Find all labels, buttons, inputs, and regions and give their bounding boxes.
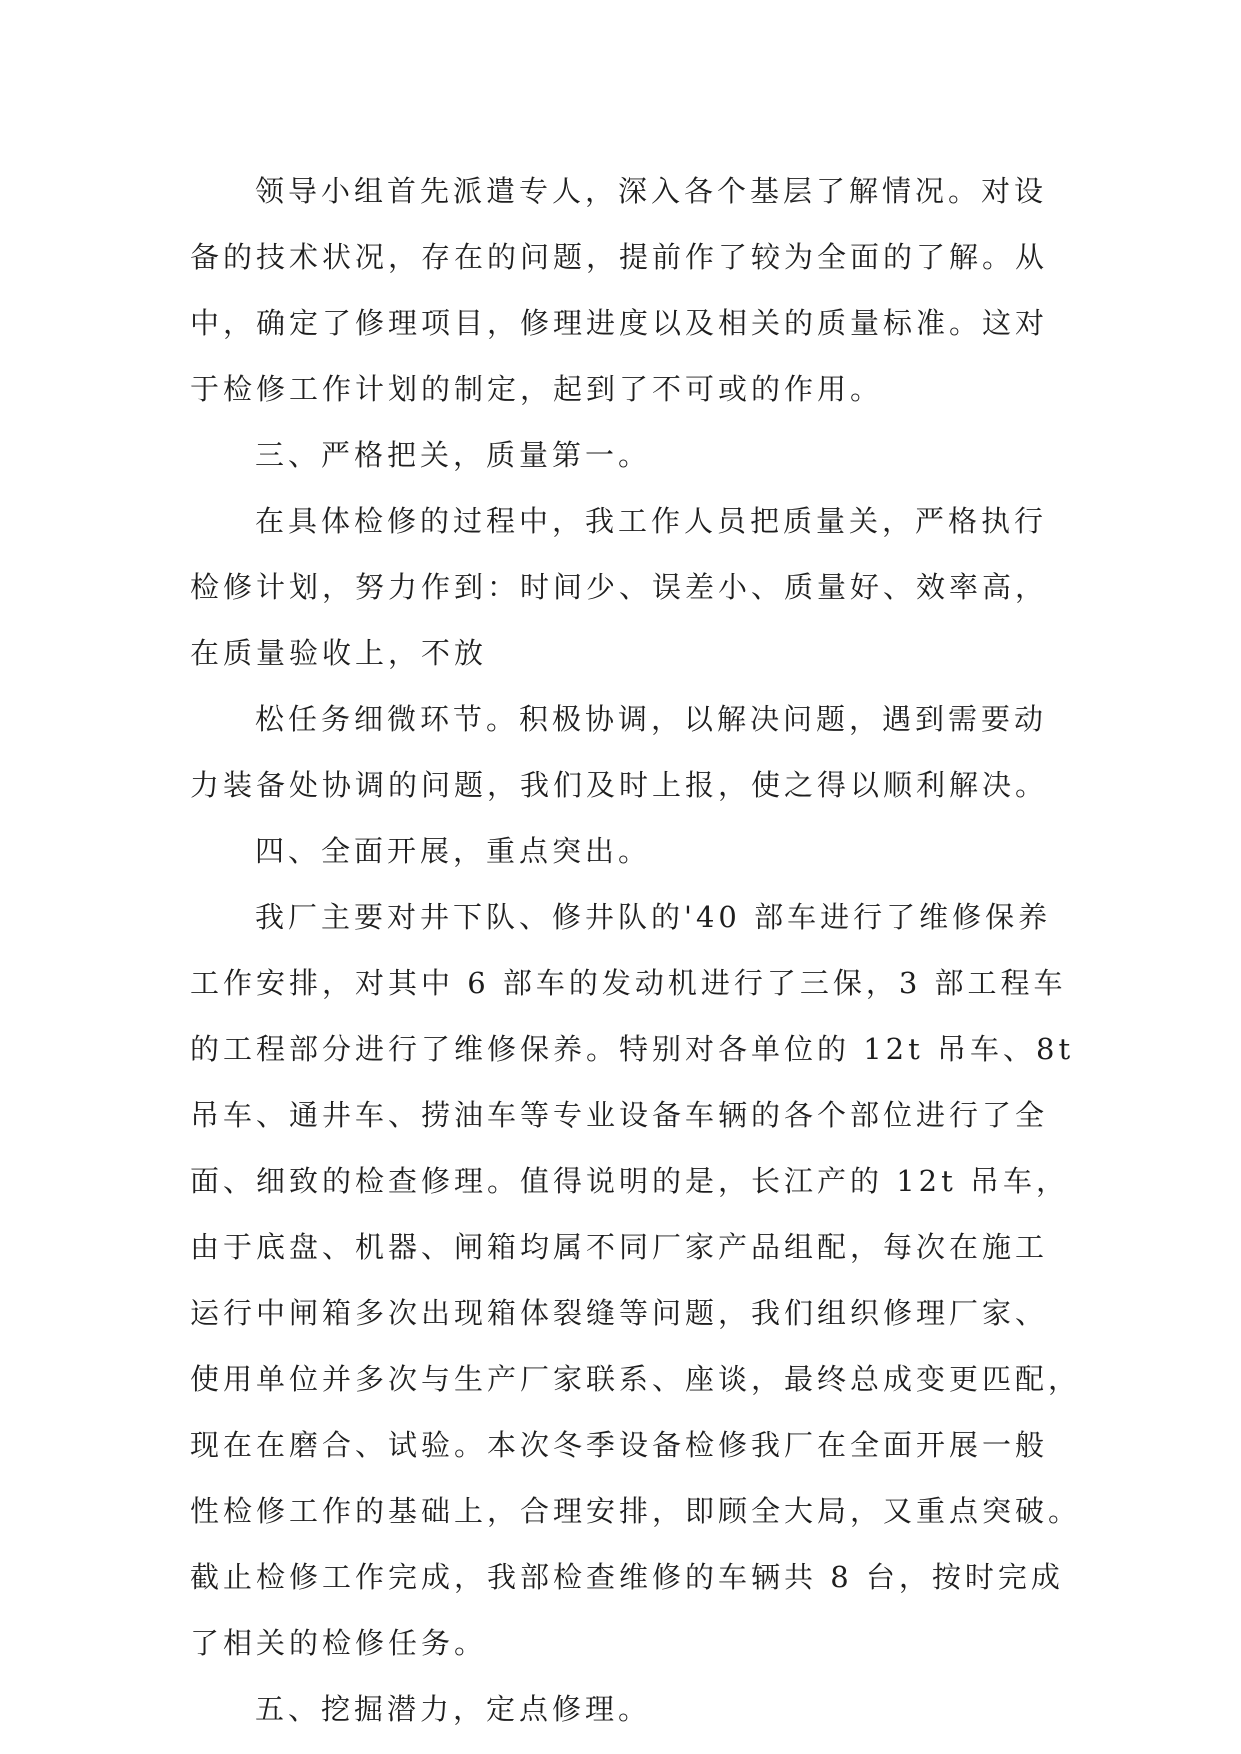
body-line: 于检修工作计划的制定，起到了不可或的作用。 bbox=[190, 372, 884, 406]
body-line: 了相关的检修任务。 bbox=[190, 1626, 488, 1660]
body-line: 吊车、通井车、捞油车等专业设备车辆的各个部位进行了全 bbox=[190, 1098, 1049, 1132]
body-line: 工作安排，对其中 6 部车的发动机进行了三保，3 部工程车 bbox=[190, 966, 1067, 1000]
body-line: 力装备处协调的问题，我们及时上报，使之得以顺利解决。 bbox=[190, 768, 1049, 802]
body-line: 领导小组首先派遣专人，深入各个基层了解情况。对设 bbox=[255, 174, 1048, 208]
body-line: 截止检修工作完成，我部检查维修的车辆共 8 台，按时完成 bbox=[190, 1560, 1064, 1594]
document-body bbox=[190, 158, 1082, 1742]
body-line: 运行中闸箱多次出现箱体裂缝等问题，我们组织修理厂家、 bbox=[190, 1296, 1049, 1330]
body-line: 面、细致的检查修理。值得说明的是，长江产的 12t 吊车， bbox=[190, 1164, 1069, 1198]
body-line: 在质量验收上，不放 bbox=[190, 636, 488, 670]
body-line: 的工程部分进行了维修保养。特别对各单位的 12t 吊车、8t bbox=[190, 1032, 1075, 1066]
section-heading-4: 四、全面开展，重点突出。 bbox=[255, 834, 652, 868]
body-line: 中，确定了修理项目，修理进度以及相关的质量标准。这对 bbox=[190, 306, 1049, 340]
body-line: 性检修工作的基础上，合理安排，即顾全大局，又重点突破。 bbox=[190, 1494, 1082, 1528]
body-line: 使用单位并多次与生产厂家联系、座谈，最终总成变更匹配， bbox=[190, 1362, 1082, 1396]
body-line: 备的技术状况，存在的问题，提前作了较为全面的了解。从 bbox=[190, 240, 1049, 274]
body-line: 现在在磨合、试验。本次冬季设备检修我厂在全面开展一般 bbox=[190, 1428, 1049, 1462]
section-heading-3: 三、严格把关，质量第一。 bbox=[255, 438, 652, 472]
body-line: 由于底盘、机器、闸箱均属不同厂家产品组配，每次在施工 bbox=[190, 1230, 1049, 1264]
body-line: 在具体检修的过程中，我工作人员把质量关，严格执行 bbox=[255, 504, 1048, 538]
body-line: 松任务细微环节。积极协调，以解决问题，遇到需要动 bbox=[255, 702, 1048, 736]
section-heading-5: 五、挖掘潜力，定点修理。 bbox=[255, 1692, 652, 1726]
body-line: 我厂主要对井下队、修井队的'40 部车进行了维修保养 bbox=[255, 900, 1052, 934]
body-line: 检修计划，努力作到：时间少、误差小、质量好、效率高， bbox=[190, 570, 1049, 604]
